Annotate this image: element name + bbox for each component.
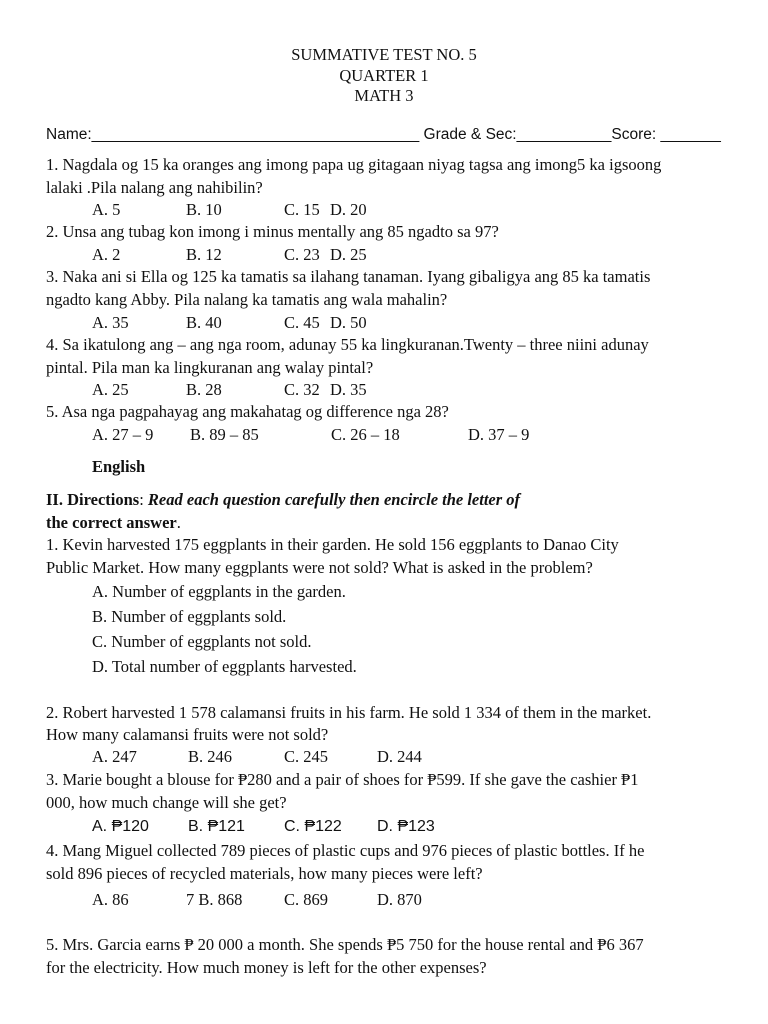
directions-period: . <box>176 513 181 532</box>
info-line <box>46 125 721 145</box>
question-4-line1: 4. Sa ikatulong ang – ang nga room, adunay 55 ka lingkuranan.Twenty – three niini adunay <box>46 335 649 354</box>
eq2-choice-d[interactable]: D. 244 <box>377 747 422 766</box>
english-question-2-line1: 2. Robert harvested 1 578 calamansi fruits in his farm. He sold 1 334 of them in the market. <box>46 703 652 722</box>
q3-choice-d[interactable]: D. 50 <box>330 313 367 332</box>
q5-choice-b[interactable]: B. 89 – 85 <box>190 425 259 444</box>
question-3-line2: ngadto kang Abby. Pila nalang ka tamatis ang wala mahalin? <box>46 290 448 309</box>
grade-field[interactable]: ___________ <box>516 126 612 143</box>
english-question-1-line2: Public Market. How many eggplants were not sold? What is asked in the problem? <box>46 558 593 577</box>
directions-label: II. Directions <box>46 490 140 509</box>
eq1-choice-b[interactable]: B. Number of eggplants sold. <box>92 607 287 626</box>
question-2-line1: 2. Unsa ang tubag kon imong i minus mentally ang 85 ngadto sa 97? <box>46 222 499 241</box>
q1-choice-d[interactable]: D. 20 <box>330 200 367 219</box>
question-4-line2: pintal. Pila man ka lingkuranan ang walay pintal? <box>46 358 374 377</box>
eq4-choice-b[interactable]: 7 B. 868 <box>186 890 243 909</box>
q3-choice-a[interactable]: A. 35 <box>92 313 129 332</box>
eq4-choice-d[interactable]: D. 870 <box>377 890 422 909</box>
eq3-choice-a[interactable]: A. ₱120 <box>92 818 149 835</box>
eq1-choice-d[interactable]: D. Total number of eggplants harvested. <box>92 657 357 676</box>
q3-choice-b[interactable]: B. 40 <box>186 313 222 332</box>
directions-colon: : <box>139 490 144 509</box>
question-1-line2: lalaki .Pila nalang ang nahibilin? <box>46 178 263 197</box>
eq3-choice-d[interactable]: D. ₱123 <box>377 818 435 835</box>
directions-text: Read each question carefully then encircle the letter of <box>147 490 521 509</box>
q2-choice-d[interactable]: D. 25 <box>330 245 367 264</box>
eq4-choice-c[interactable]: C. 869 <box>284 890 329 909</box>
eq1-choice-c[interactable]: C. Number of eggplants not sold. <box>92 632 312 651</box>
eq3-choice-c[interactable]: C. ₱122 <box>284 818 342 835</box>
q1-choice-c[interactable]: C. 15 <box>284 200 320 219</box>
q1-choice-b[interactable]: B. 10 <box>186 200 222 219</box>
subject-label: MATH 3 <box>354 86 414 105</box>
q4-choice-c[interactable]: C. 32 <box>284 380 320 399</box>
q2-choice-a[interactable]: A. 2 <box>92 245 121 264</box>
eq4-choice-a[interactable]: A. 86 <box>92 890 129 909</box>
eq3-choice-b[interactable]: B. ₱121 <box>188 818 245 835</box>
question-3-line1: 3. Naka ani si Ella og 125 ka tamatis sa ilahang tanaman. Iyang gibaligya ang 85 ka tamatis <box>46 267 651 286</box>
eq2-choice-a[interactable]: A. 247 <box>92 747 137 766</box>
name-field[interactable]: ______________________________________ <box>91 126 420 143</box>
english-question-4-line1: 4. Mang Miguel collected 789 pieces of plastic cups and 976 pieces of plastic bottles. If he <box>46 841 645 860</box>
grade-label: Grade & Sec: <box>423 126 517 143</box>
directions-line1 <box>46 490 520 510</box>
q5-choice-a[interactable]: A. 27 – 9 <box>92 425 154 444</box>
eq2-choice-b[interactable]: B. 246 <box>188 747 233 766</box>
question-5-line1: 5. Asa nga pagpahayag ang makahatag og difference nga 28? <box>46 402 449 421</box>
eq2-choice-c[interactable]: C. 245 <box>284 747 329 766</box>
section-heading-english: English <box>92 457 146 476</box>
english-question-2-line2: How many calamansi fruits were not sold? <box>46 725 329 744</box>
eq1-choice-a[interactable]: A. Number of eggplants in the garden. <box>92 582 346 601</box>
directions-text-cont: the correct answer <box>46 513 177 532</box>
name-label: Name: <box>46 126 92 143</box>
quarter-label: QUARTER 1 <box>339 66 429 85</box>
english-question-1-line1: 1. Kevin harvested 175 eggplants in their garden. He sold 156 eggplants to Danao City <box>46 535 619 554</box>
q4-choice-b[interactable]: B. 28 <box>186 380 222 399</box>
english-question-5-line1: 5. Mrs. Garcia earns ₱ 20 000 a month. She spends ₱5 750 for the house rental and ₱6 367 <box>46 935 644 954</box>
q4-choice-a[interactable]: A. 25 <box>92 380 129 399</box>
english-question-4-line2: sold 896 pieces of recycled materials, how many pieces were left? <box>46 864 483 883</box>
q3-choice-c[interactable]: C. 45 <box>284 313 320 332</box>
english-question-5-line2: for the electricity. How much money is left for the other expenses? <box>46 958 487 977</box>
q5-choice-d[interactable]: D. 37 – 9 <box>468 425 530 444</box>
score-label: Score: <box>611 126 657 143</box>
q2-choice-b[interactable]: B. 12 <box>186 245 222 264</box>
q4-choice-d[interactable]: D. 35 <box>330 380 367 399</box>
directions-line2 <box>46 513 181 533</box>
q5-choice-c[interactable]: C. 26 – 18 <box>331 425 400 444</box>
score-field[interactable]: _______ <box>660 126 721 143</box>
english-question-3-line2: 000, how much change will she get? <box>46 793 287 812</box>
q2-choice-c[interactable]: C. 23 <box>284 245 320 264</box>
english-question-3-line1: 3. Marie bought a blouse for ₱280 and a pair of shoes for ₱599. If she gave the cashier ₱1 <box>46 770 639 789</box>
question-1-line1: 1. Nagdala og 15 ka oranges ang imong papa ug gitagaan niyag tagsa ang imong5 ka igsoong <box>46 155 662 174</box>
test-title: SUMMATIVE TEST NO. 5 <box>291 45 477 64</box>
q1-choice-a[interactable]: A. 5 <box>92 200 121 219</box>
